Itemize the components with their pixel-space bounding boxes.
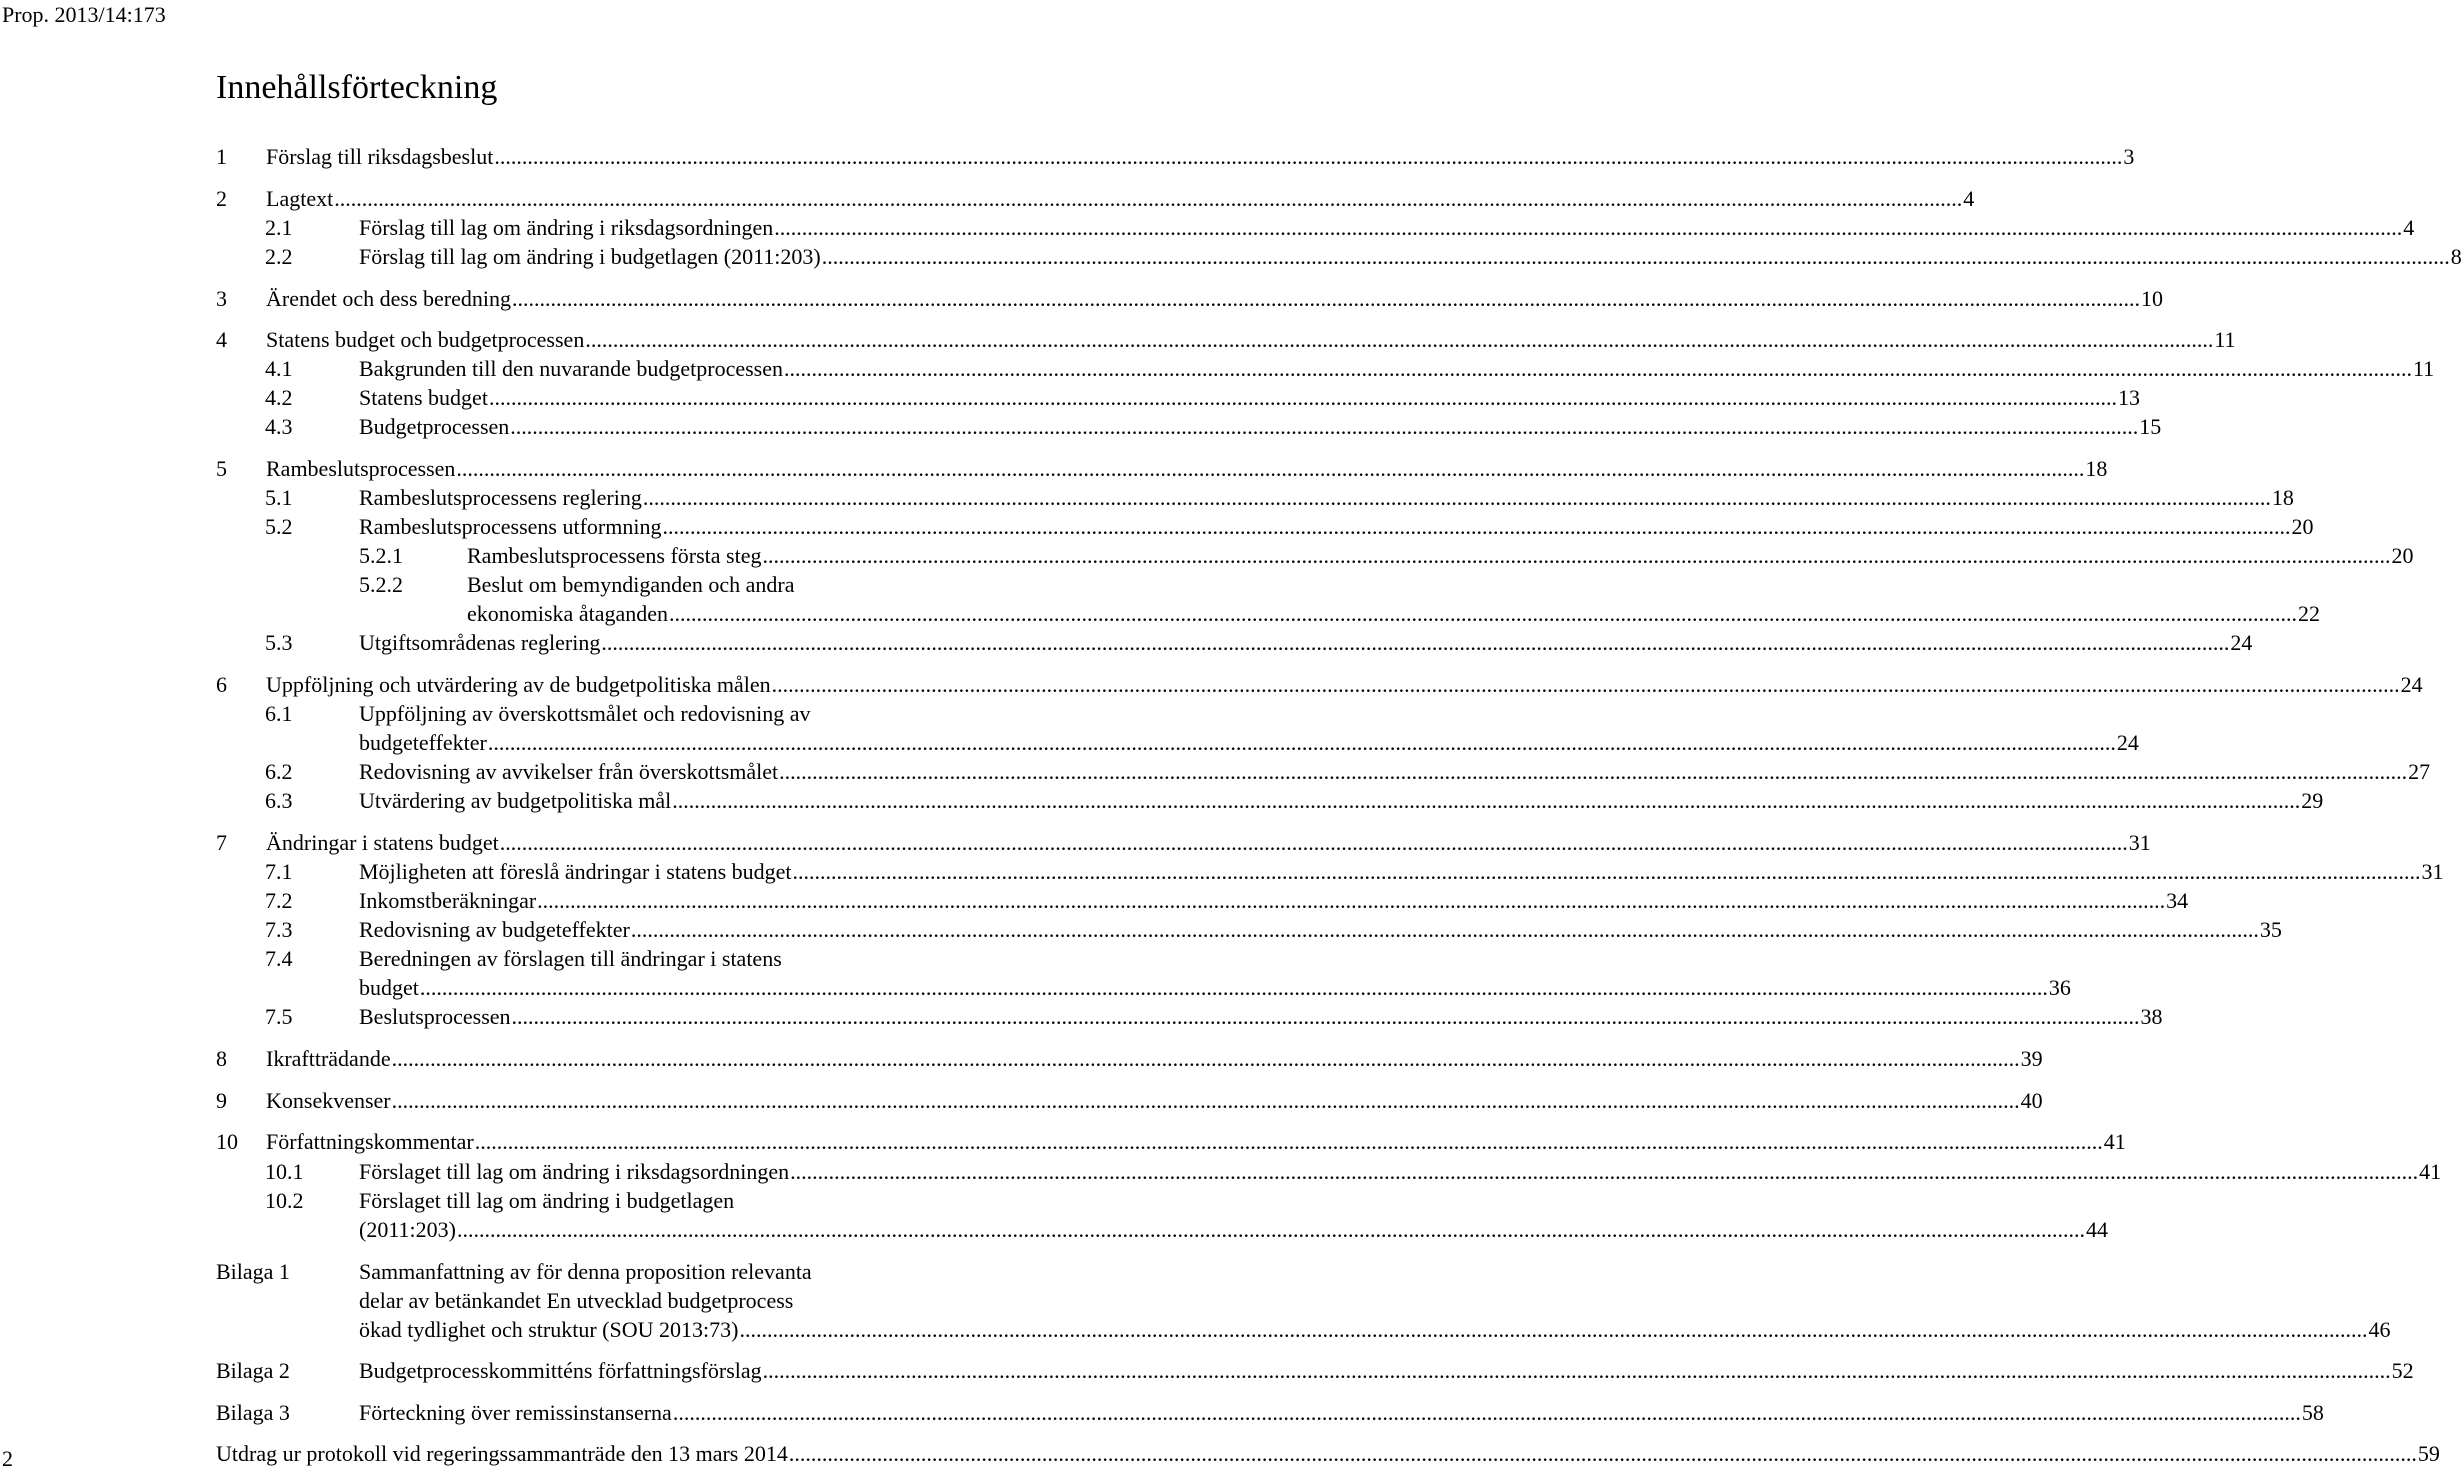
toc-entry-page: 22 [2298,601,2320,626]
toc-entry[interactable] [216,828,2151,857]
toc-entry-page: 11 [2214,327,2236,352]
toc-entry-page: 10 [2140,286,2163,311]
toc-entry-label: Rambeslutsprocessens utformning [359,514,662,539]
leader-dots [456,454,2084,483]
toc-entry[interactable] [216,142,2135,171]
toc-entry-label: (2011:203) [359,1217,456,1242]
page-number: 2 [2,1446,13,1471]
toc-entry[interactable] [265,857,2444,886]
toc-entry[interactable] [265,915,2282,944]
toc-entry-number: 7.5 [265,1004,293,1029]
toc-entry-page: 4 [2403,215,2415,240]
toc-entry[interactable] [216,1439,2440,1468]
toc-entry-label-line: Förslaget till lag om ändring i budgetlagen [359,1188,735,1213]
leader-dots [457,1215,2085,1244]
toc-entry-page: 58 [2301,1400,2324,1425]
toc-entry-label: Rambeslutsprocessens första steg [467,543,762,568]
toc-entry-page: 24 [2400,672,2423,697]
leader-dots [669,599,2297,628]
toc-entry-page: 15 [2139,414,2162,439]
toc-entry-label: ökad tydlighet och struktur (SOU 2013:73) [359,1317,739,1342]
toc-entry-page: 36 [2048,975,2071,1000]
toc-entry-label: Bakgrunden till den nuvarande budgetprocessen [359,356,783,381]
toc-entry-number: 2 [216,186,227,211]
toc-entry-number: 3 [216,286,227,311]
toc-entry-page: 13 [2117,385,2140,410]
toc-entry-label: Konsekvenser [266,1088,391,1113]
toc-entry-label: Möjligheten att föreslå ändringar i statens budget [359,859,792,884]
toc-entry[interactable] [216,1356,2414,1385]
toc-entry[interactable] [467,599,2320,628]
toc-entry[interactable] [265,757,2431,786]
toc-entry-number: 6.1 [265,701,293,726]
leader-dots [790,1157,2418,1186]
toc-entry-number: 4.1 [265,356,293,381]
toc-entry-number: 6.2 [265,759,293,784]
leader-dots [793,857,2421,886]
toc-entry-page: 31 [2421,859,2444,884]
toc-entry-number: 6 [216,672,227,697]
toc-entry-page: 31 [2128,830,2151,855]
leader-dots [585,325,2213,354]
toc-entry[interactable] [216,1398,2324,1427]
toc-entry[interactable] [265,412,2162,441]
toc-entry[interactable] [265,628,2253,657]
leader-dots [494,142,2122,171]
toc-entry-page: 44 [2085,1217,2108,1242]
toc-entry-label: Ändringar i statens budget [266,830,499,855]
leader-dots [500,828,2128,857]
toc-entry-label: Förslag till riksdagsbeslut [266,144,494,169]
toc-entry-label: Budgetprocesskommitténs författningsförslag [359,1358,762,1383]
toc-entry-number: 2.2 [265,244,293,269]
toc-entry-label: Utgiftsområdenas reglering [359,630,601,655]
toc-entry-label: Ärendet och dess beredning [266,286,511,311]
toc-entry[interactable] [359,541,2414,570]
toc-entry[interactable] [359,973,2071,1002]
toc-entry-label: Författningskommentar [266,1129,474,1154]
toc-entry-number: 10.2 [265,1188,304,1213]
toc-entry-label-line: Beslut om bemyndiganden och andra [467,572,795,597]
toc-entry-label: Redovisning av avvikelser från överskottsmålet [359,759,779,784]
toc-entry-number: 10.1 [265,1159,304,1184]
toc-entry-number: 7.3 [265,917,293,942]
toc-entry-page: 18 [2085,456,2108,481]
toc-entry-label: Förslaget till lag om ändring i riksdagsordningen [359,1159,790,1184]
leader-dots [774,213,2402,242]
leader-dots [537,886,2165,915]
toc-entry-label: Förteckning över remissinstanserna [359,1400,672,1425]
toc-entry-page: 34 [2166,888,2189,913]
leader-dots [420,973,2048,1002]
toc-entry-number: Bilaga 2 [216,1358,290,1383]
toc-entry-page: 24 [2116,730,2139,755]
toc-entry-page: 52 [2391,1358,2414,1383]
toc-entry-label: budgeteffekter [359,730,487,755]
toc-entry-number: 5.3 [265,630,293,655]
toc-entry-page: 41 [2103,1129,2126,1154]
toc-entry-label-line: Sammanfattning av för denna proposition relevanta [359,1259,812,1284]
toc-entry-label: budget [359,975,419,1000]
toc-entry-page: 41 [2419,1159,2442,1184]
leader-dots [784,354,2412,383]
toc-entry[interactable] [359,1315,2391,1344]
toc-entry-label: Uppföljning och utvärdering av de budgetpolitiska målen [266,672,771,697]
toc-entry-page: 3 [2123,144,2135,169]
toc-entry[interactable] [265,1157,2442,1186]
toc-entry[interactable] [216,325,2236,354]
toc-entry-page: 11 [2412,356,2435,381]
toc-entry[interactable] [265,242,2462,271]
leader-dots [673,1398,2301,1427]
toc-entry-page: 46 [2368,1317,2391,1342]
toc-entry-number: 4.3 [265,414,293,439]
toc-entry-number: 5.2 [265,514,293,539]
leader-dots [672,786,2300,815]
toc-entry-number: 5.2.1 [359,543,403,568]
toc-entry-label-line: Beredningen av förslagen till ändringar i statens [359,946,782,971]
toc-entry[interactable] [216,670,2423,699]
toc-entry-label: Redovisning av budgeteffekter [359,917,630,942]
toc-entry-page: 40 [2020,1088,2043,1113]
toc-entry-number: 5.1 [265,485,293,510]
toc-entry-number: 4 [216,327,227,352]
toc-entry[interactable] [216,454,2108,483]
leader-dots [643,483,2271,512]
toc-entry-page: 18 [2271,485,2294,510]
toc-entry[interactable] [216,1044,2043,1073]
toc-entry-page: 27 [2408,759,2431,784]
toc-entry-label: Förslag till lag om ändring i budgetlagen (2011:203) [359,244,821,269]
leader-dots [789,1439,2417,1468]
toc-entry-number: 7.2 [265,888,293,913]
toc-entry-number: Bilaga 3 [216,1400,290,1425]
toc-entry[interactable] [265,1002,2163,1031]
leader-dots [334,184,1962,213]
toc-entry-number: 1 [216,144,227,169]
toc-entry-page: 8 [2450,244,2462,269]
leader-dots [779,757,2407,786]
leader-dots [392,1086,2020,1115]
leader-dots [662,512,2290,541]
toc-entry-number: 7 [216,830,227,855]
toc-entry-number: 5 [216,456,227,481]
toc-entry-label: Rambeslutsprocessens reglering [359,485,642,510]
toc-entry-page: 29 [2301,788,2324,813]
leader-dots [510,412,2138,441]
toc-entry-label-line: Uppföljning av överskottsmålet och redovisning av [359,701,811,726]
leader-dots [739,1315,2367,1344]
leader-dots [488,728,2116,757]
toc-entry-label: Lagtext [266,186,334,211]
toc-entry-number: 10 [216,1129,238,1154]
toc-entry[interactable] [359,1215,2108,1244]
toc-entry[interactable] [359,728,2139,757]
leader-dots [772,670,2400,699]
toc-entry-page: 38 [2140,1004,2163,1029]
toc-entry-label: Ikraftträdande [266,1046,391,1071]
toc-entry-label: ekonomiska åtaganden [467,601,668,626]
toc-entry-label-line: delar av betänkandet En utvecklad budgetprocess [359,1288,794,1313]
toc-entry[interactable] [216,284,2163,313]
toc-entry-page: 4 [1963,186,1975,211]
leader-dots [512,284,2140,313]
leader-dots [763,1356,2391,1385]
leader-dots [631,915,2259,944]
leader-dots [475,1127,2103,1156]
leader-dots [489,383,2117,412]
toc-entry[interactable] [265,483,2294,512]
toc-entry-label: Utvärdering av budgetpolitiska mål [359,788,672,813]
toc-entry-label: Utdrag ur protokoll vid regeringssammanträde den 13 mars 2014 [216,1441,788,1466]
toc-entry[interactable] [265,512,2314,541]
toc-entry-label: Inkomstberäkningar [359,888,537,913]
leader-dots [601,628,2229,657]
leader-dots [822,242,2450,271]
toc-entry-number: 7.1 [265,859,293,884]
toc-entry[interactable] [265,383,2140,412]
toc-entry-label: Statens budget och budgetprocessen [266,327,585,352]
toc-entry-number: 2.1 [265,215,293,240]
toc-entry-label: Budgetprocessen [359,414,510,439]
toc-entry[interactable] [216,1127,2126,1156]
toc-entry[interactable] [216,1086,2043,1115]
toc-entry[interactable] [216,184,1975,213]
toc-entry-number: 9 [216,1088,227,1113]
toc-entry[interactable] [265,886,2189,915]
toc-entry-label: Beslutsprocessen [359,1004,511,1029]
toc-entry-page: 24 [2230,630,2253,655]
toc-entry-page: 35 [2259,917,2282,942]
toc-entry-number: 4.2 [265,385,293,410]
leader-dots [392,1044,2020,1073]
leader-dots [512,1002,2140,1031]
toc-entry[interactable] [265,786,2324,815]
page-header: Prop. 2013/14:173 [2,2,166,27]
toc-entry-label: Statens budget [359,385,488,410]
toc-entry-number: 6.3 [265,788,293,813]
toc-entry-page: 20 [2391,543,2414,568]
toc-entry-page: 39 [2020,1046,2043,1071]
page-title: Innehållsförteckning [216,69,498,106]
toc-entry[interactable] [265,213,2415,242]
toc-entry-number: Bilaga 1 [216,1259,290,1284]
toc-entry-label: Rambeslutsprocessen [266,456,456,481]
toc-entry-number: 8 [216,1046,227,1071]
toc-entry[interactable] [265,354,2435,383]
toc-entry-label: Förslag till lag om ändring i riksdagsordningen [359,215,774,240]
leader-dots [763,541,2391,570]
toc-entry-number: 7.4 [265,946,293,971]
toc-entry-page: 20 [2291,514,2314,539]
toc-entry-number: 5.2.2 [359,572,403,597]
toc-entry-page: 59 [2417,1441,2440,1466]
